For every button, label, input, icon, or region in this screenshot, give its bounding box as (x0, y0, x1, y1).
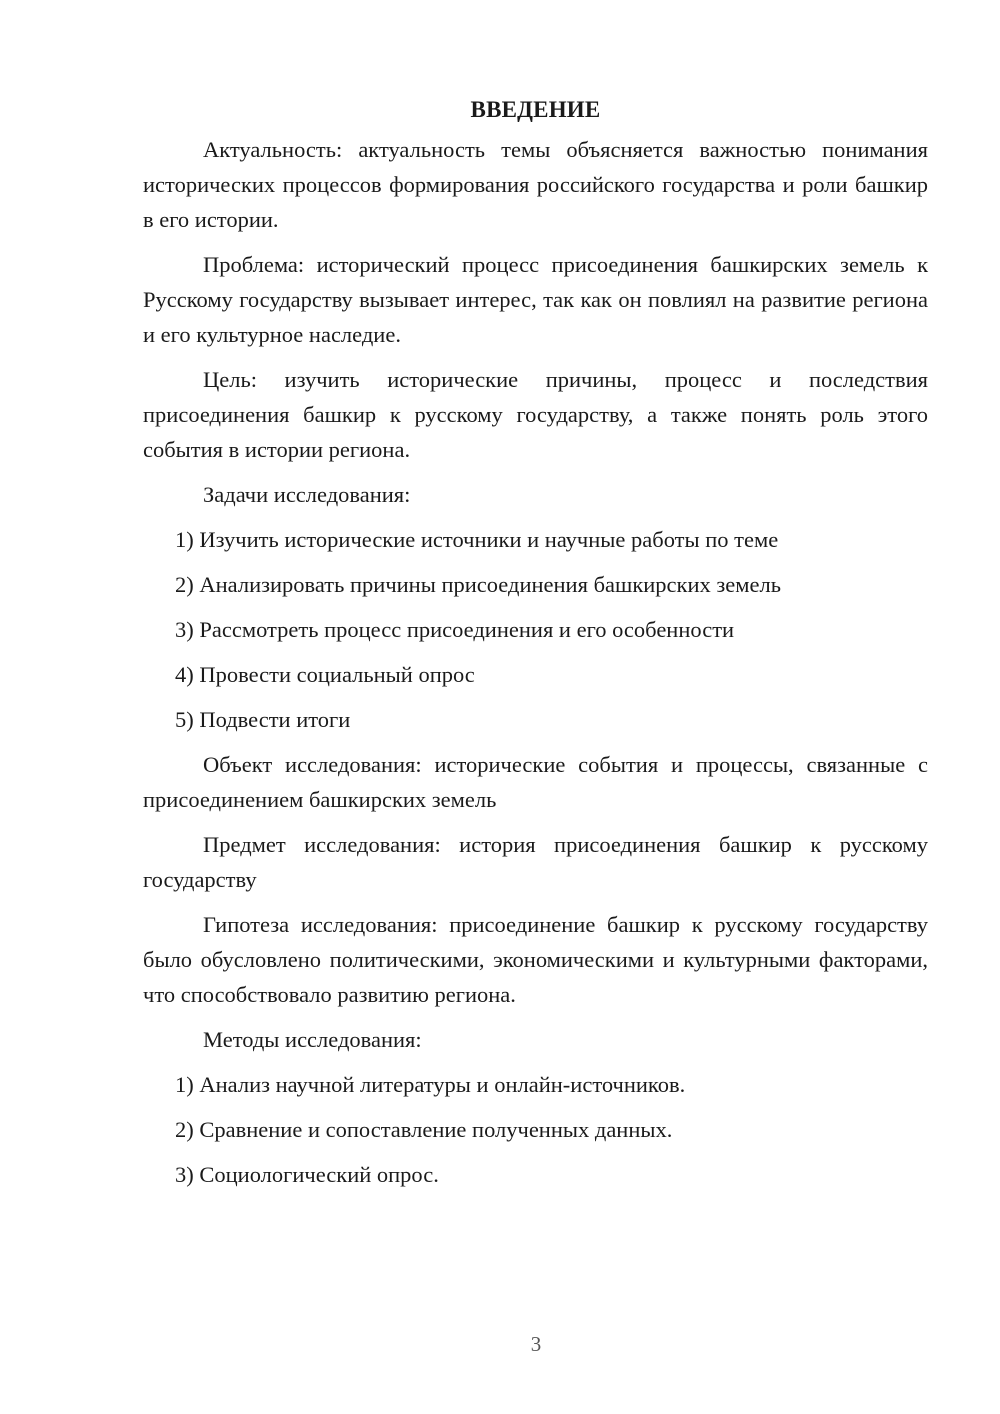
method-item-3: 3) Социологический опрос. (175, 1162, 439, 1187)
problem-paragraph: Проблема: исторический процесс присоединения башкирских земель к Русскому государству вызывает интерес, так как он повлиял на развитие региона и его культурное наследие. (143, 252, 928, 347)
method-item-2: 2) Сравнение и сопоставление полученных данных. (175, 1117, 673, 1142)
task-item-4: 4) Провести социальный опрос (175, 662, 475, 687)
task-item-1: 1) Изучить исторические источники и научные работы по теме (175, 527, 779, 552)
relevance-paragraph: Актуальность: актуальность темы объясняется важностью понимания исторических процессов формирования российского государства и роли башкир в его истории. (143, 137, 928, 232)
task-item-3: 3) Рассмотреть процесс присоединения и его особенности (175, 617, 735, 642)
task-item-5: 5) Подвести итоги (175, 707, 351, 732)
object-paragraph: Объект исследования: исторические события и процессы, связанные с присоединением башкирских земель (143, 752, 928, 812)
method-item-1: 1) Анализ научной литературы и онлайн-источников. (175, 1072, 686, 1097)
hypothesis-paragraph: Гипотеза исследования: присоединение башкир к русскому государству было обусловлено политическими, экономическими и культурными факторами, что способствовало развитию региона. (143, 912, 928, 1007)
subject-paragraph: Предмет исследования: история присоединения башкир к русскому государству (143, 832, 928, 892)
tasks-heading: Задачи исследования: (203, 482, 411, 507)
page-number: 3 (530, 1332, 542, 1356)
methods-heading: Методы исследования: (203, 1027, 422, 1052)
task-item-2: 2) Анализировать причины присоединения башкирских земель (175, 572, 781, 597)
goal-paragraph: Цель: изучить исторические причины, процесс и последствия присоединения башкир к русскому государству, а также понять роль этого события в истории региона. (143, 367, 928, 462)
document-page (143, 92, 928, 1202)
document-title: ВВЕДЕНИЕ (470, 97, 601, 122)
